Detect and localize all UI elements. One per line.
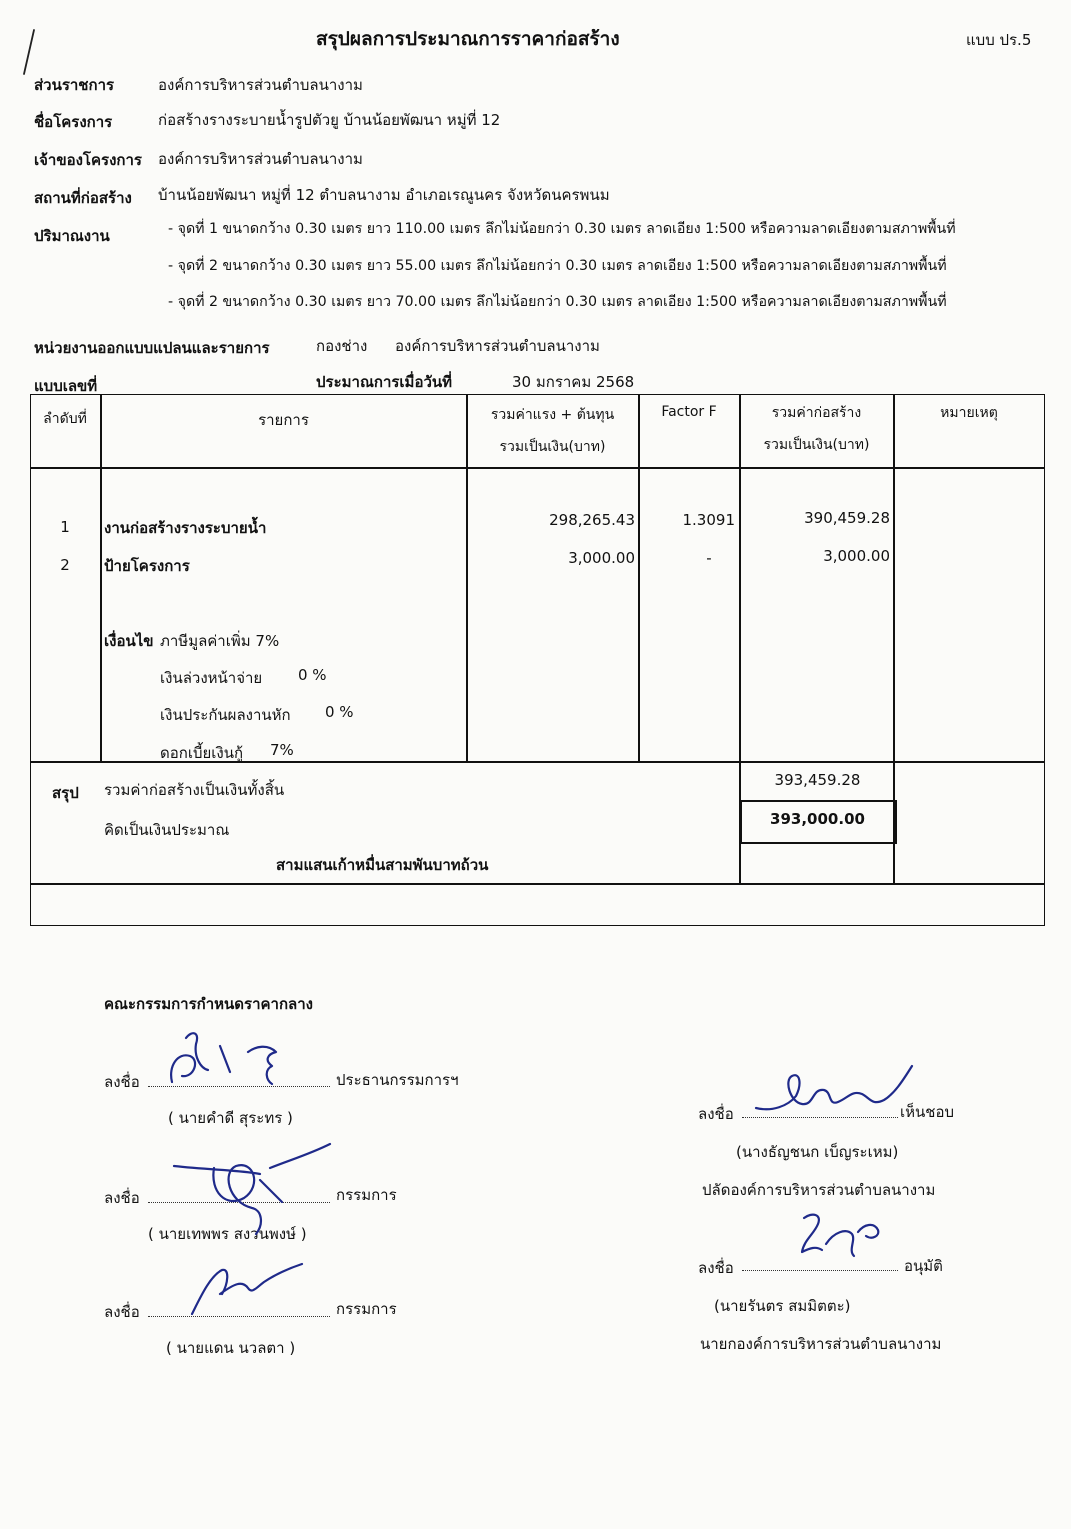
owner-label: เจ้าของโครงการ: [34, 151, 142, 169]
conditions-interest-value: 7%: [270, 741, 294, 759]
quantity-line: - จุดที่ 1 ขนาดกว้าง 0.30 เมตร ยาว 110.00 เมตร ลึกไม่น้อยกว่า 0.30 เมตร ลาดเอียง 1:500 หรือความลาดเอียงตามสภาพพื้นที่: [168, 221, 956, 237]
member-1-signature: [160, 1026, 300, 1096]
site-label: สถานที่ก่อสร้าง: [34, 189, 132, 207]
row-1-cost: 298,265.43: [549, 511, 635, 529]
summary-label: สรุป: [52, 784, 79, 802]
document-title: สรุปผลการประมาณการราคาก่อสร้าง: [316, 28, 620, 50]
margin-mark: [20, 28, 40, 78]
row-2-total: 3,000.00: [823, 547, 890, 565]
conditions-vat: ภาษีมูลค่าเพิ่ม 7%: [160, 632, 280, 650]
row-2-factor: -: [706, 549, 712, 567]
approval-2-position: นายกองค์การบริหารส่วนตำบลนางาม: [700, 1335, 942, 1353]
project-label: ชื่อโครงการ: [34, 113, 113, 131]
member-1-role: ประธานกรรมการฯ: [336, 1071, 459, 1089]
design-unit-org: องค์การบริหารส่วนตำบลนางาม: [395, 337, 600, 355]
row-1-no: 1: [60, 518, 70, 536]
header-total-line2: รวมเป็นเงิน(บาท): [763, 437, 870, 453]
member-2-name: ( นายเทพพร สงวนพงษ์ ): [148, 1225, 307, 1243]
conditions-interest-label: ดอกเบี้ยเงินกู้: [160, 744, 244, 762]
member-3-signature: [186, 1258, 306, 1318]
sign-prefix: ลงชื่อ: [698, 1105, 734, 1123]
member-3-role: กรรมการ: [336, 1300, 397, 1318]
row-2-cost: 3,000.00: [568, 549, 635, 567]
row-2-item: ป้ายโครงการ: [104, 557, 190, 575]
member-2-role: กรรมการ: [336, 1186, 397, 1204]
quantity-line: - จุดที่ 2 ขนาดกว้าง 0.30 เมตร ยาว 55.00 เมตร ลึกไม่น้อยกว่า 0.30 เมตร ลาดเอียง 1:500 หรือความลาดเอียงตามสภาพพื้นที่: [168, 258, 947, 274]
conditions-retention-value: 0 %: [325, 703, 354, 721]
conditions-advance-label: เงินล่วงหน้าจ่าย: [160, 669, 263, 687]
sign-prefix: ลงชื่อ: [104, 1073, 140, 1091]
header-remark: หมายเหตุ: [940, 405, 998, 421]
estimate-date-value: 30 มกราคม 2568: [512, 373, 635, 391]
summary-total-label: รวมค่าก่อสร้างเป็นเงินทั้งสิ้น: [104, 781, 285, 799]
member-1-name: ( นายคำดี สุระทร ): [168, 1109, 293, 1127]
quantity-label: ปริมาณงาน: [34, 227, 110, 245]
design-unit-label: หน่วยงานออกแบบแปลนและรายการ: [34, 339, 270, 357]
header-factor: Factor F: [661, 404, 717, 420]
approval-1-name: (นางธัญชนก เบ็ญระเหม): [736, 1143, 899, 1161]
row-1-factor: 1.3091: [682, 511, 735, 529]
member-2-signature: [170, 1140, 340, 1240]
conditions-retention-label: เงินประกันผลงานหัก: [160, 706, 291, 724]
estimate-date-label: ประมาณการเมื่อวันที่: [316, 373, 453, 391]
col-divider: [100, 394, 102, 762]
approval-1-role: เห็นชอบ: [900, 1103, 954, 1121]
row-1-item: งานก่อสร้างรางระบายน้ำ: [104, 519, 267, 537]
agency-label: ส่วนราชการ: [34, 76, 115, 94]
summary-words: สามแสนเก้าหมื่นสามพันบาทถ้วน: [276, 856, 489, 874]
project-value: ก่อสร้างรางระบายน้ำรูปตัวยู บ้านน้อยพัฒนา หมู่ที่ 12: [158, 111, 501, 129]
row-2-no: 2: [60, 556, 70, 574]
header-total-line1: รวมค่าก่อสร้าง: [771, 405, 862, 421]
sign-prefix: ลงชื่อ: [104, 1303, 140, 1321]
conditions-label: เงื่อนไข: [104, 632, 154, 650]
member-3-name: ( นายแดน นวลตา ): [166, 1339, 296, 1357]
committee-title: คณะกรรมการกำหนดราคากลาง: [104, 995, 313, 1013]
signature-line: [742, 1270, 898, 1271]
quantity-line: - จุดที่ 2 ขนาดกว้าง 0.30 เมตร ยาว 70.00 เมตร ลึกไม่น้อยกว่า 0.30 เมตร ลาดเอียง 1:500 หรือความลาดเอียงตามสภาพพื้นที่: [168, 294, 947, 310]
approval-2-role: อนุมัติ: [904, 1257, 943, 1275]
row-1-total: 390,459.28: [804, 509, 890, 527]
approval-1-position: ปลัดองค์การบริหารส่วนตำบลนางาม: [702, 1181, 936, 1199]
agency-value: องค์การบริหารส่วนตำบลนางาม: [158, 76, 363, 94]
conditions-advance-value: 0 %: [298, 666, 327, 684]
summary-approx-label: คิดเป็นเงินประมาณ: [104, 821, 230, 839]
plan-no-label: แบบเลขที่: [34, 377, 98, 395]
col-divider: [638, 394, 640, 762]
design-unit-value: กองช่าง: [316, 337, 368, 355]
summary-approx-value: 393,000.00: [770, 810, 865, 828]
owner-value: องค์การบริหารส่วนตำบลนางาม: [158, 150, 363, 168]
sign-prefix: ลงชื่อ: [104, 1189, 140, 1207]
approval-2-name: (นายรันตร สมมิตตะ): [714, 1297, 851, 1315]
approval-1-signature: [752, 1062, 922, 1122]
header-cost-line1: รวมค่าแรง + ต้นทุน: [490, 407, 615, 423]
approval-2-signature: [794, 1206, 894, 1266]
form-code: แบบ ปร.5: [966, 31, 1032, 49]
header-item: รายการ: [258, 411, 309, 429]
sign-prefix: ลงชื่อ: [698, 1259, 734, 1277]
header-no: ลำดับที่: [43, 411, 87, 427]
header-cost-line2: รวมเป็นเงิน(บาท): [499, 439, 606, 455]
summary-total-value: 393,459.28: [774, 771, 861, 789]
site-value: บ้านน้อยพัฒนา หมู่ที่ 12 ตำบลนางาม อำเภอเรณูนคร จังหวัดนครพนม: [158, 186, 610, 204]
